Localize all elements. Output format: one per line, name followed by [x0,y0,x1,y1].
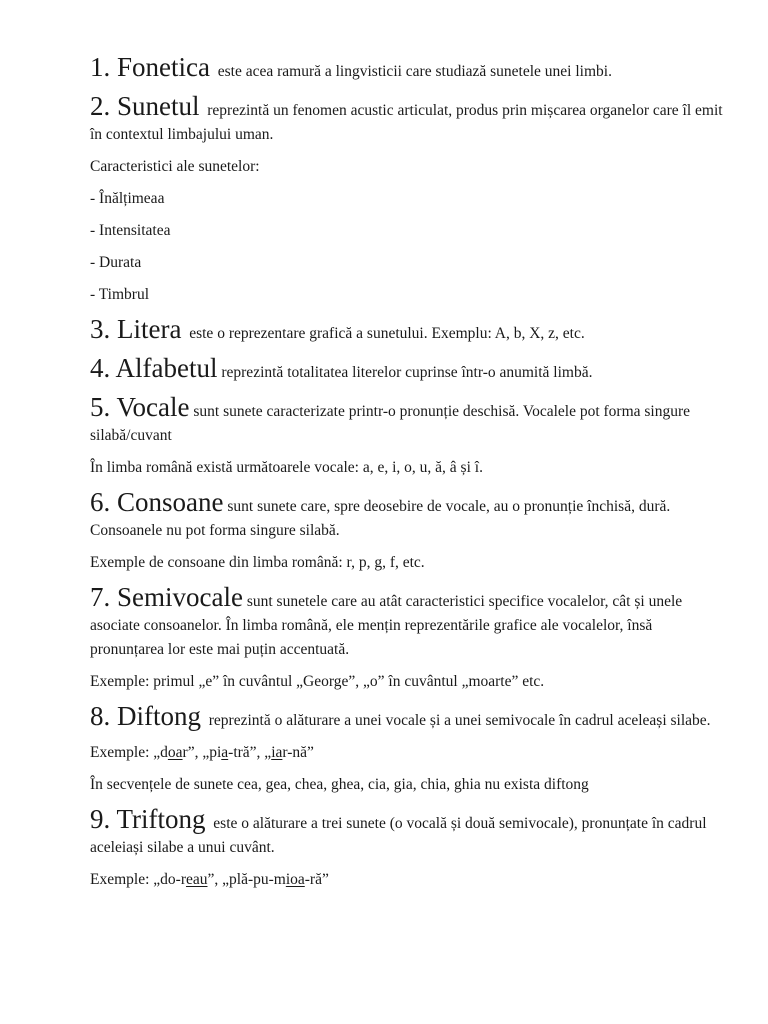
sound-characteristics-intro: Caracteristici ale sunetelor: [90,158,260,175]
term: 6. Consoane [90,487,224,517]
vowels-list: În limba română există următoarele vocale: a, e, i, o, u, ă, â și î. [90,459,483,476]
term: 5. Vocale [90,392,190,422]
definition: este o alăturare a trei sunete (o vocală și două semivocale), pronunțate în cadrul aceleiași silabe a unui cuvânt. [90,815,707,856]
example-text: r-nă” [282,744,314,761]
entry-vocale [90,392,728,448]
definition: reprezintă un fenomen acustic articulat, produs prin mișcarea organelor care îl emit în contextul limbajului uman. [90,102,723,143]
example-text: Exemple: „d [90,744,168,761]
term: 4. Alfabetul [90,353,218,383]
example-text: -ră” [304,871,329,888]
definition: sunt sunete caracterizate printr-o pronunție deschisă. Vocalele pot forma singure silabă/cuvant [90,403,691,444]
entry-fonetica [90,52,728,84]
underlined-letters: a [221,744,229,761]
underlined-letters: oa [167,744,183,761]
term: 8. Diftong [90,701,201,731]
consonants-examples: Exemple de consoane din limba română: r, p, g, f, etc. [90,554,425,571]
term: 3. Litera [90,314,182,344]
term: 1. Fonetica [90,52,210,82]
entry-litera [90,314,728,346]
underlined-letters: ioa [285,871,305,888]
list-item: - Durata [90,254,142,271]
definition: sunt sunetele care au atât caracteristici specifice vocalelor, cât și unele asociate consoanelor. În limba română, ele mențin reprezentările grafice ale vocalelor, însă pronunțarea lor este mai puțin accentuată. [90,593,683,658]
list-item: - Timbrul [90,286,150,303]
term: 7. Semivocale [90,582,243,612]
term: 9. Triftong [90,804,206,834]
definition: este o reprezentare grafică a sunetului. Exemplu: A, b, X, z, etc. [189,325,585,342]
example-text: -tră”, „ [228,744,272,761]
definition: reprezintă totalitatea literelor cuprinse într-o anumită limbă. [221,364,593,381]
entry-triftong [90,804,728,860]
entry-diftong [90,701,728,733]
entry-consoane [90,487,728,543]
term: 2. Sunetul [90,91,200,121]
semivowels-examples: Exemple: primul „e” în cuvântul „George”, „o” în cuvântul „moarte” etc. [90,673,545,690]
example-text: r”, „pi [182,744,222,761]
definition: sunt sunete care, spre deosebire de vocale, au o pronunție închisă, dură. Consoanele nu pot forma singure silabă. [90,498,671,539]
list-item: - Înălțimeaa [90,190,165,207]
example-text: ”, „plă-pu-m [207,871,286,888]
definition: este acea ramură a lingvisticii care studiază sunetele unei limbi. [217,63,612,80]
diphthong-examples [90,741,728,765]
definition: reprezintă o alăturare a unei vocale și a unei semivocale în cadrul aceleași silabe. [208,712,711,729]
diphthong-note: În secvențele de sunete cea, gea, chea, ghea, cia, gia, chia, ghia nu exista diftong [90,776,589,793]
entry-semivocale [90,582,728,662]
underlined-letters: ia [271,744,283,761]
example-text: Exemple: „do-r [90,871,186,888]
list-item: - Intensitatea [90,222,171,239]
entry-alfabetul [90,353,728,385]
underlined-letters: eau [185,871,208,888]
triphthong-examples [90,868,728,892]
entry-sunetul [90,91,728,147]
